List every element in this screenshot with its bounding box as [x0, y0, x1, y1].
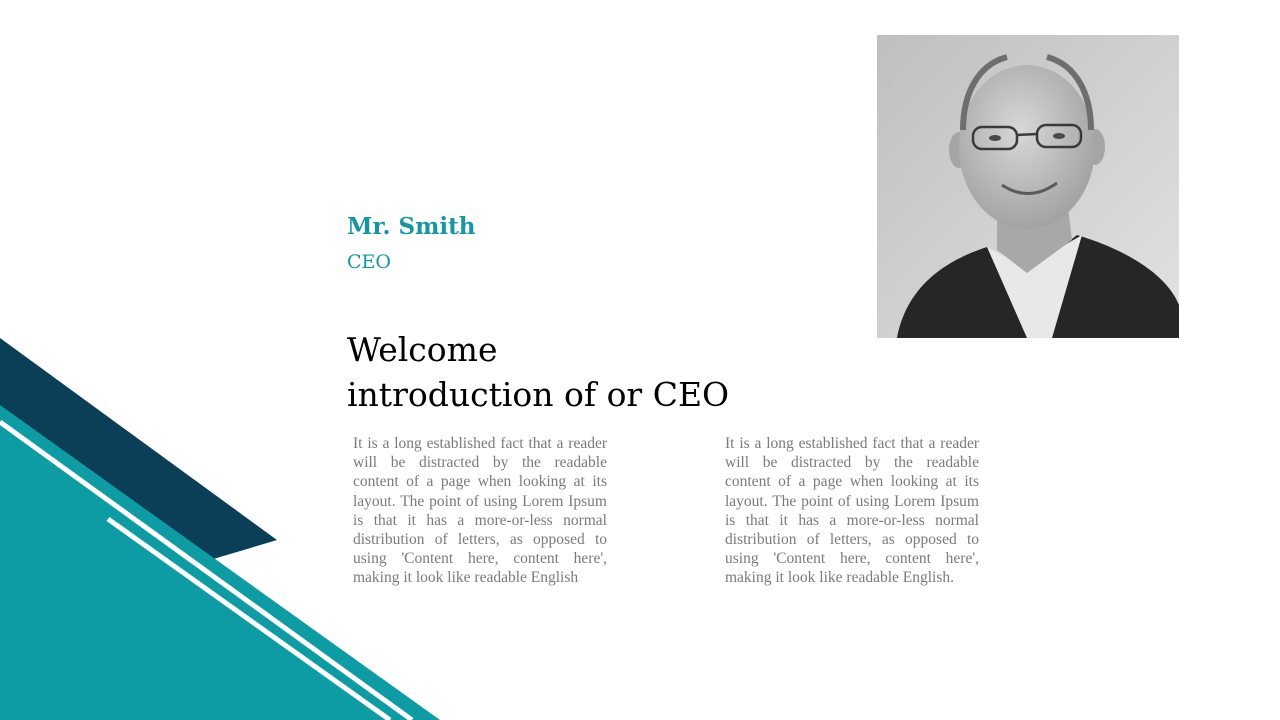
ceo-portrait-photo: [877, 35, 1179, 338]
ceo-name: Mr. Smith: [347, 213, 476, 240]
portrait-illustration: [877, 35, 1179, 338]
body-paragraph-right: It is a long established fact that a reader will be distracted by the readable content of a page when looking at its layout. The point of using Lorem Ipsum is that it has a more-or-less normal distribution of letters, as opposed to using 'Content here, content here', making it look like readable English.: [725, 435, 979, 587]
body-paragraph-left: It is a long established fact that a reader will be distracted by the readable content of a page when looking at its layout. The point of using Lorem Ipsum is that it has a more-or-less normal distribution of letters, as opposed to using 'Content here, content here', making it look like readable English: [353, 435, 607, 587]
headline-line-2: introduction of or CEO: [347, 375, 730, 414]
headline-line-1: Welcome: [347, 330, 498, 369]
ceo-role: CEO: [347, 251, 391, 273]
slide-headline: [347, 327, 767, 417]
